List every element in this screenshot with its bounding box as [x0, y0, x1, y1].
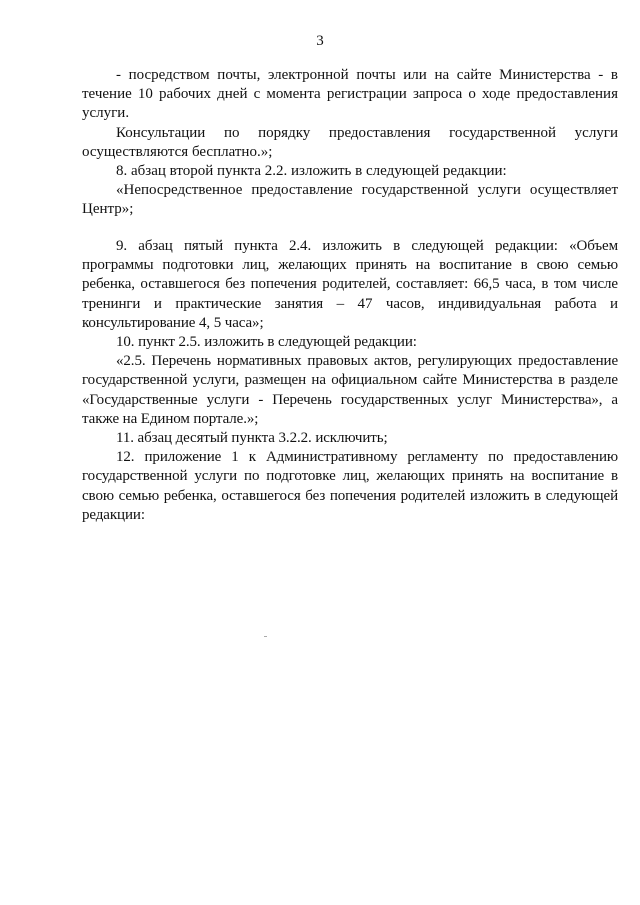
paragraph-item-8: 8. абзац второй пункта 2.2. изложить в следующей редакции: — [116, 163, 507, 180]
paragraph-item-8-text: «Непосредственное предоставление государственной услуги осуществляет Центр»; — [82, 182, 618, 218]
document-body-upper — [82, 66, 618, 220]
paragraph-consultation-methods: - посредством почты, электронной почты или на сайте Министерства - в течение 10 рабочих дней с момента регистрации запроса о ходе предоставления услуги. — [82, 67, 618, 122]
paragraph-item-11: 11. абзац десятый пункта 3.2.2. исключить; — [116, 430, 388, 447]
paragraph-item-10: 10. пункт 2.5. изложить в следующей редакции: — [116, 334, 417, 351]
page-number: 3 — [316, 33, 324, 49]
scan-speck — [264, 636, 267, 637]
document-body-lower — [82, 237, 618, 525]
paragraph-consultation-free: Консультации по порядку предоставления государственной услуги осуществляются бесплатно.»; — [82, 124, 618, 160]
paragraph-item-10-text: «2.5. Перечень нормативных правовых актов, регулирующих предоставление государственной услуги, размещен на официальном сайте Министерства в разделе «Государственные услуги - Перечень государственных услуг Министерства», а также на Едином портале.»; — [82, 353, 618, 427]
paragraph-item-12: 12. приложение 1 к Административному регламенту по предоставлению государственной услуги по подготовке лиц, желающих принять на воспитание в свою семью ребенка, оставшегося без попечения родителей изложить в следующей редакции: — [82, 449, 618, 523]
paragraph-item-9: 9. абзац пятый пункта 2.4. изложить в следующей редакции: «Объем программы подготовки лиц, желающих принять на воспитание в свою семью ребенка, оставшегося без попечения родителей, составляет: 66,5 часа, в том числе тренинги и практические занятия – 47 часов, индивидуальная работа и консультирование 4, 5 часа»; — [82, 238, 618, 331]
